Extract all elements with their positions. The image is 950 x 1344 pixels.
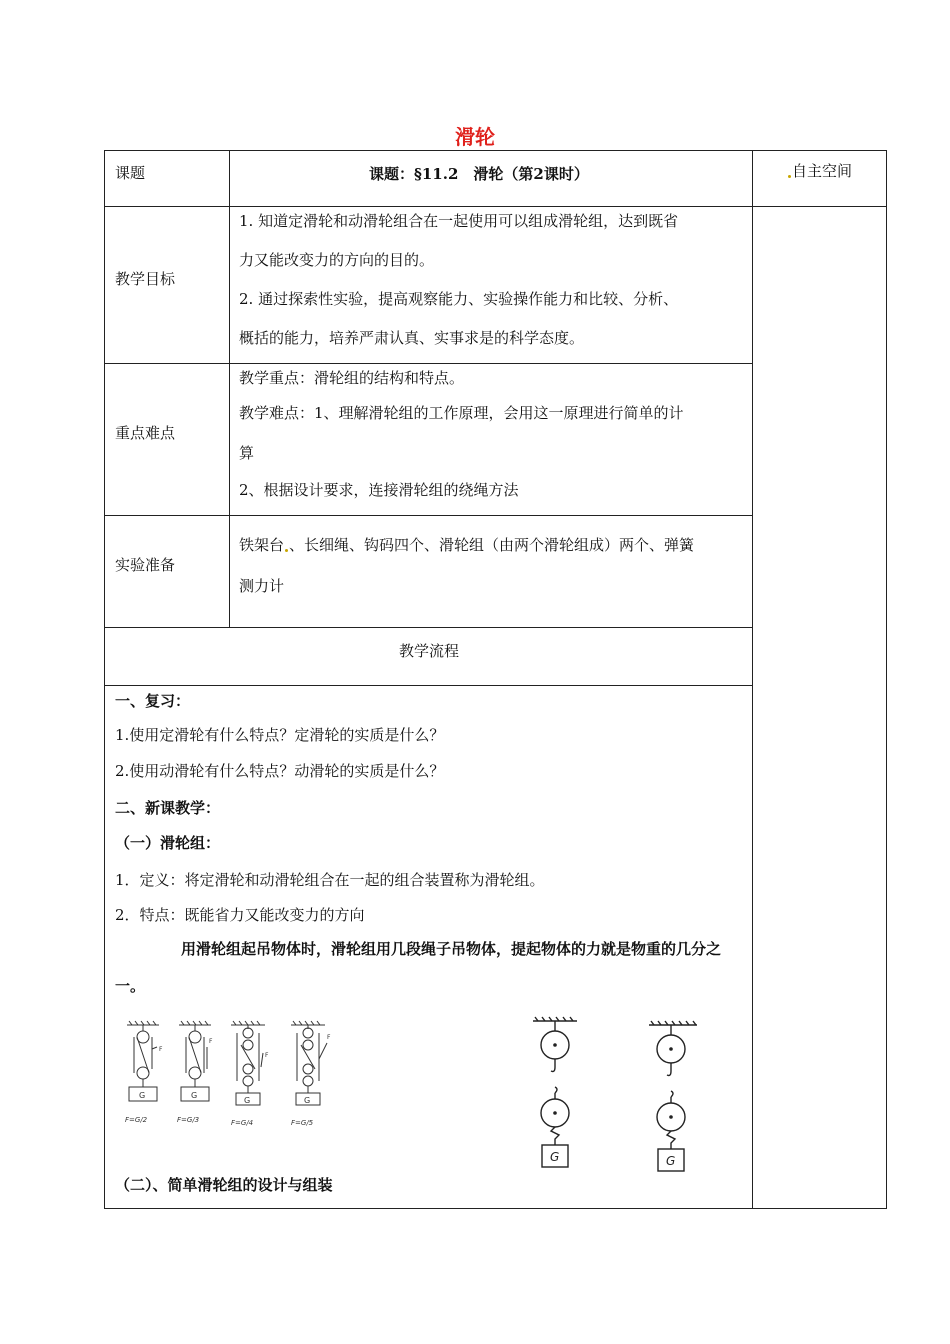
column-divider bbox=[752, 151, 753, 1209]
formula-label: F=G/5 bbox=[291, 1119, 314, 1127]
key-point-line: 教学难点：1、理解滑轮组的工作原理，会用这一原理进行简单的计 bbox=[239, 404, 684, 422]
review-heading: 一、复习： bbox=[115, 692, 191, 710]
document-title: 滑轮 bbox=[455, 125, 495, 149]
pulley-block-heading: （一）滑轮组： bbox=[115, 834, 221, 852]
formula-label: F=G/2 bbox=[125, 1116, 148, 1124]
fixed-movable-pulley-figure bbox=[525, 1011, 715, 1191]
row-divider bbox=[752, 206, 887, 207]
key-point-line: 教学重点：滑轮组的结构和特点。 bbox=[239, 369, 465, 387]
weight-label: G bbox=[666, 1154, 676, 1168]
pulley-blocks-figure bbox=[123, 1019, 353, 1137]
force-label: F bbox=[209, 1038, 213, 1045]
definition-line: 1．定义：将定滑轮和动滑轮组合在一起的组合装置称为滑轮组。 bbox=[115, 871, 545, 889]
feature-line: 2．特点：既能省力又能改变力的方向 bbox=[115, 906, 365, 924]
formula-label: F=G/3 bbox=[177, 1116, 200, 1124]
prep-line: 测力计 bbox=[239, 577, 285, 595]
header-free-space bbox=[787, 161, 852, 181]
key-point-line: 2、根据设计要求，连接滑轮组的绕绳方法 bbox=[239, 481, 519, 499]
marker-dot bbox=[788, 175, 791, 178]
weight-label: G bbox=[244, 1096, 251, 1105]
row-divider bbox=[105, 685, 752, 686]
weight-label: G bbox=[550, 1150, 560, 1164]
header-free-space-label: 自主空间 bbox=[792, 162, 853, 180]
rule-paragraph: 用滑轮组起吊物体时，滑轮组用几段绳子吊物体，提起物体的力就是物重的几分之一。 bbox=[115, 940, 722, 995]
lesson-table bbox=[104, 150, 887, 1209]
key-point-line: 算 bbox=[239, 444, 255, 462]
row-divider bbox=[105, 515, 752, 516]
objective-line: 概括的能力，培养严肃认真、实事求是的科学态度。 bbox=[239, 329, 585, 347]
review-question: 1.使用定滑轮有什么特点？定滑轮的实质是什么？ bbox=[115, 726, 445, 744]
objective-line: 力又能改变力的方向的目的。 bbox=[239, 251, 435, 269]
prep-item-stand: 铁架台 bbox=[239, 536, 285, 554]
weight-label: G bbox=[191, 1091, 198, 1100]
force-label: F bbox=[265, 1052, 269, 1059]
row-divider bbox=[105, 627, 752, 628]
column-divider bbox=[229, 151, 230, 627]
objective-line: 2. 通过探索性实验，提高观察能力、实验操作能力和比较、分析、 bbox=[239, 290, 679, 308]
objectives-label: 教学目标 bbox=[115, 270, 176, 288]
weight-label: G bbox=[139, 1091, 146, 1100]
review-question: 2.使用动滑轮有什么特点？动滑轮的实质是什么？ bbox=[115, 762, 445, 780]
header-subject-label: 课题 bbox=[115, 164, 146, 182]
flow-label: 教学流程 bbox=[399, 642, 460, 660]
force-label: F bbox=[159, 1046, 163, 1053]
marker-dot bbox=[285, 549, 288, 552]
formula-label: F=G/4 bbox=[231, 1119, 254, 1127]
force-label: F bbox=[327, 1034, 331, 1041]
key-points-label: 重点难点 bbox=[115, 424, 176, 442]
row-divider bbox=[105, 363, 752, 364]
new-lesson-heading: 二、新课教学： bbox=[115, 799, 221, 817]
prep-line bbox=[239, 535, 694, 555]
prep-items: 、长细绳、钩码四个、滑轮组（由两个滑轮组成）两个、弹簧 bbox=[289, 536, 695, 554]
weight-label: G bbox=[304, 1096, 311, 1105]
objective-line: 1. 知道定滑轮和动滑轮组合在一起使用可以组成滑轮组，达到既省 bbox=[239, 212, 679, 230]
row-divider bbox=[105, 206, 752, 207]
header-lesson-title: 课题：§11.2 滑轮（第2课时） bbox=[369, 165, 589, 183]
design-heading: （二）、简单滑轮组的设计与组装 bbox=[115, 1176, 333, 1194]
prep-label: 实验准备 bbox=[115, 556, 176, 574]
